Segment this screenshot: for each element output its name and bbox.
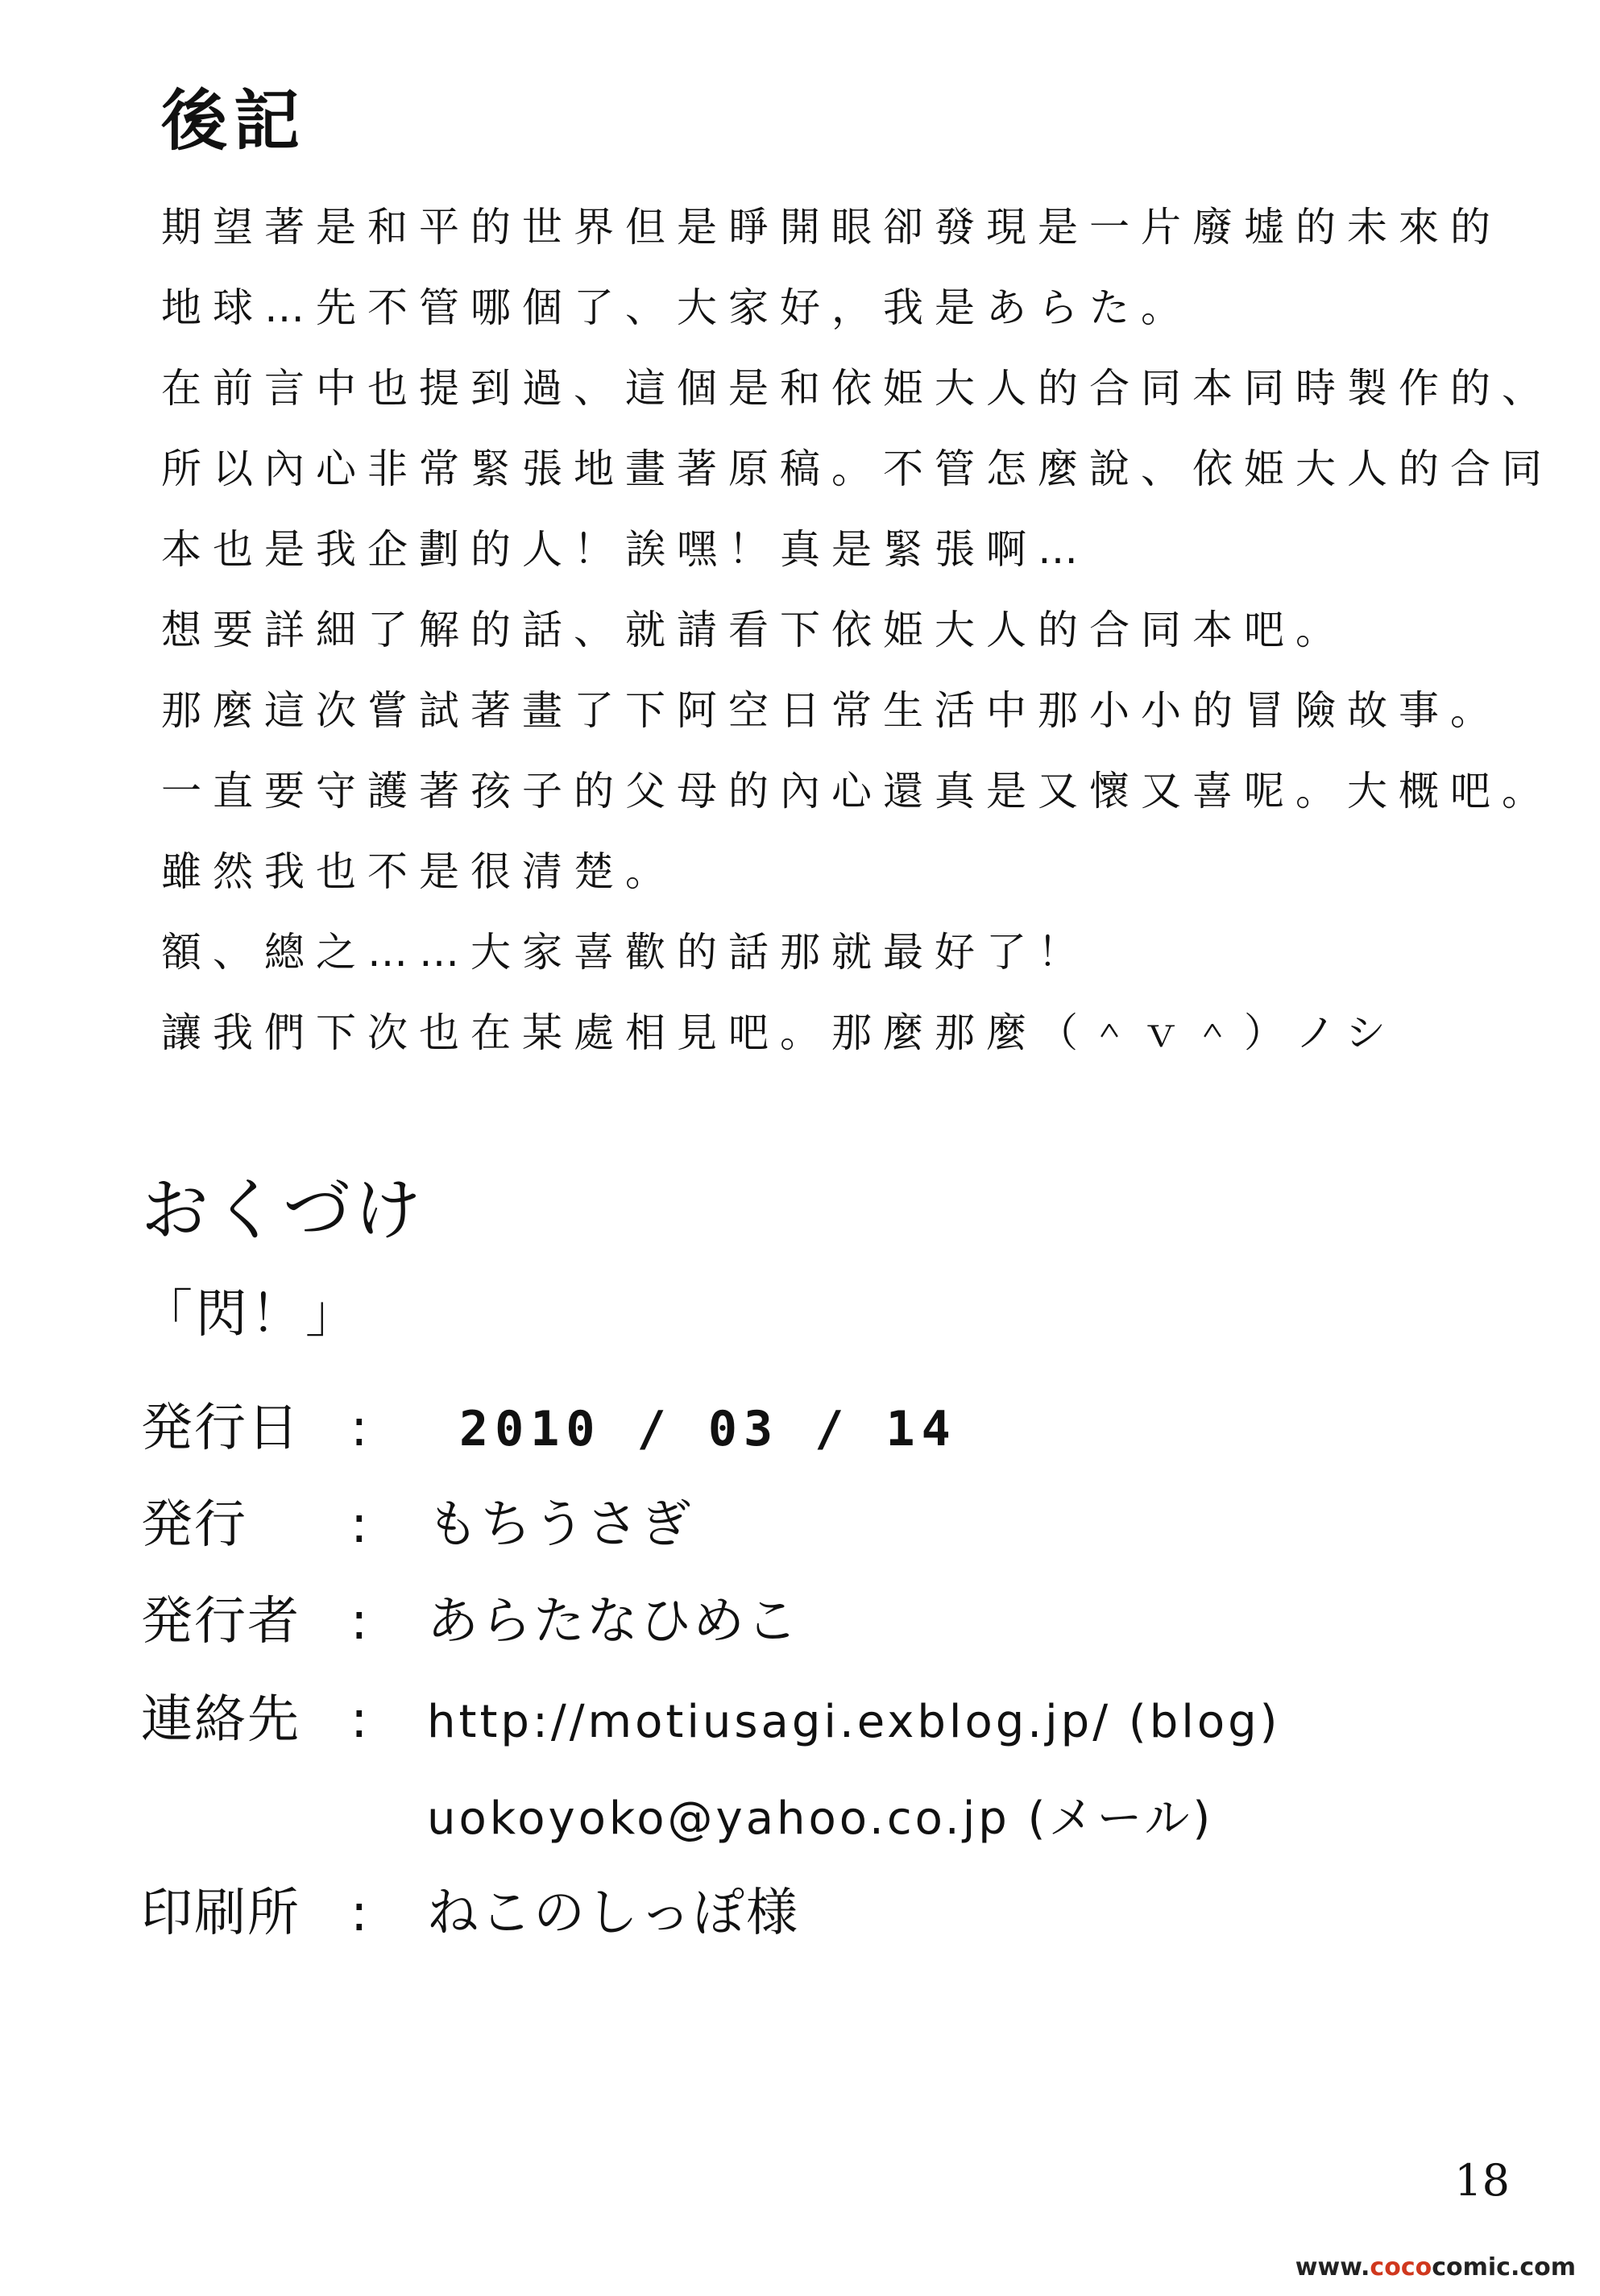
work-title: 「閃！」 — [141, 1285, 360, 1345]
contact-mail-address: uokoyoko@yahoo.co.jp (メール) — [427, 1792, 1214, 1845]
afterword-line: 想要詳細了解的話、就請看下依姫大人的合同本吧。 — [161, 607, 1347, 653]
publisher-label: 発行 — [141, 1495, 247, 1555]
contact-row — [141, 1684, 1280, 1756]
afterword-title: 後記 — [161, 83, 307, 160]
afterword-line: 雖然我也不是很清楚。 — [161, 848, 677, 895]
contact-mail-row — [427, 1780, 1213, 1853]
publication-date-label: 発行日 — [141, 1399, 301, 1458]
afterword-line: 所以內心非常緊張地畫著原稿。不管怎麼說、依姫大人的合同 — [161, 446, 1553, 492]
watermark-prefix: www. — [1295, 2253, 1370, 2281]
issuer-value: あらたなひめこ — [427, 1592, 799, 1652]
separator: : — [350, 1399, 368, 1458]
afterword-line: 地球…先不管哪個了、大家好，我是あらた。 — [161, 284, 1192, 331]
watermark-suffix: comic.com — [1432, 2253, 1576, 2281]
printer-label: 印刷所 — [141, 1884, 301, 1943]
separator: : — [350, 1690, 368, 1750]
printer-value: ねこのしっぽ様 — [427, 1884, 799, 1943]
contact-blog-url: http://motiusagi.exblog.jp/ (blog) — [427, 1696, 1281, 1748]
publication-date-value: 2010 / 03 / 14 — [459, 1401, 957, 1457]
printer-row — [141, 1877, 799, 1950]
publisher-row — [141, 1489, 693, 1561]
separator: : — [350, 1592, 368, 1652]
publication-date-row — [141, 1392, 957, 1465]
afterword-line: 讓我們下次也在某處相見吧。那麼那麼（＾ｖ＾）ノシ — [161, 1009, 1397, 1056]
watermark-accent: coco — [1370, 2253, 1432, 2281]
issuer-label: 発行者 — [141, 1592, 301, 1652]
afterword-body — [161, 187, 1553, 1073]
publisher-value: もちうさぎ — [427, 1495, 693, 1555]
afterword-line: 本也是我企劃的人！誒嘿！真是緊張啊… — [161, 526, 1089, 573]
site-watermark — [1295, 2253, 1576, 2281]
separator: : — [350, 1495, 368, 1555]
issuer-row — [141, 1585, 799, 1658]
afterword-line: 額、總之……大家喜歡的話那就最好了！ — [161, 929, 1089, 976]
separator: : — [350, 1884, 368, 1943]
afterword-line: 在前言中也提到過、這個是和依姫大人的合同本同時製作的、 — [161, 365, 1553, 412]
page-number: 18 — [1454, 2155, 1510, 2206]
afterword-line: 一直要守護著孩子的父母的內心還真是又懷又喜呢。大概吧。 — [161, 768, 1553, 814]
colophon-title: おくづけ — [141, 1171, 425, 1250]
afterword-line: 那麼這次嘗試著畫了下阿空日常生活中那小小的冒險故事。 — [161, 687, 1502, 734]
afterword-line: 期望著是和平的世界但是睜開眼卻發現是一片廢墟的未來的 — [161, 204, 1502, 251]
contact-label: 連絡先 — [141, 1690, 301, 1750]
